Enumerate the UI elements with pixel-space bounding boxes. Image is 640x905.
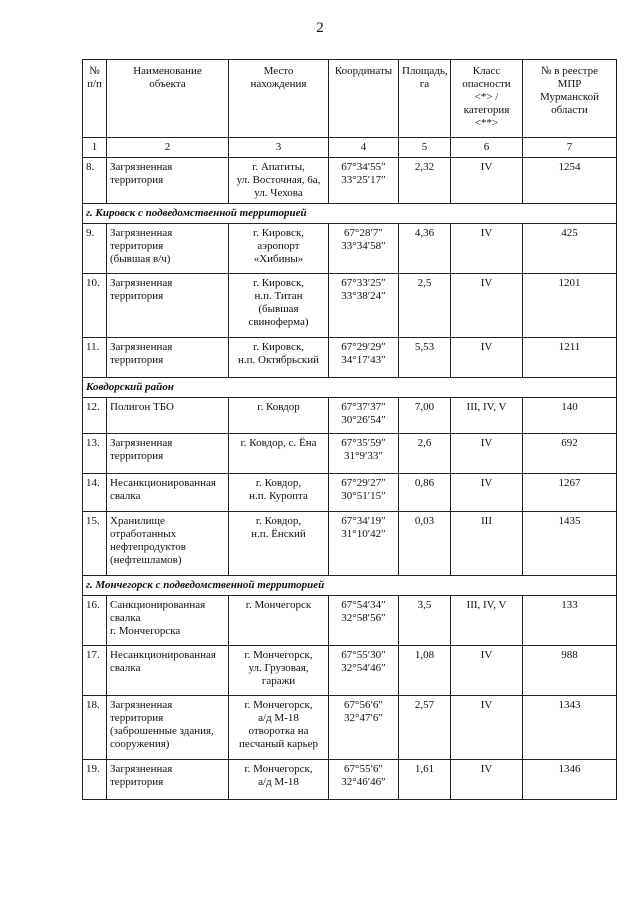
registry-number: 1346 bbox=[523, 760, 617, 800]
location: г. Ковдор, с. Ёна bbox=[229, 434, 329, 474]
table-row bbox=[83, 760, 617, 800]
location: г. Кировск, аэропорт «Хибины» bbox=[229, 224, 329, 274]
section-header bbox=[83, 378, 617, 398]
area: 0,86 bbox=[399, 474, 451, 512]
column-number-4: 4 bbox=[329, 138, 399, 158]
hazard-class: IV bbox=[451, 274, 523, 338]
hazard-class: IV bbox=[451, 338, 523, 378]
area: 1,61 bbox=[399, 760, 451, 800]
table-row bbox=[83, 274, 617, 338]
location: г. Мончегорск, ул. Грузовая, гаражи bbox=[229, 646, 329, 696]
object-name: Санкционированная свалка г. Мончегорска bbox=[107, 596, 229, 646]
object-name: Загрязненная территория bbox=[107, 434, 229, 474]
column-header-2: Наименование объекта bbox=[107, 60, 229, 138]
area: 2,32 bbox=[399, 158, 451, 204]
object-name: Хранилище отработанных нефтепродуктов (нефтешламов) bbox=[107, 512, 229, 576]
object-name: Загрязненная территория bbox=[107, 274, 229, 338]
location: г. Кировск, н.п. Титан (бывшая свиноферма) bbox=[229, 274, 329, 338]
location: г. Ковдор bbox=[229, 398, 329, 434]
section-header bbox=[83, 576, 617, 596]
row-number: 15. bbox=[83, 512, 107, 576]
column-number-3: 3 bbox=[229, 138, 329, 158]
column-header-5: Площадь, га bbox=[399, 60, 451, 138]
table-row bbox=[83, 596, 617, 646]
row-number: 19. bbox=[83, 760, 107, 800]
area: 2,57 bbox=[399, 696, 451, 760]
row-number: 8. bbox=[83, 158, 107, 204]
page-number: 2 bbox=[316, 20, 324, 36]
object-name: Загрязненная территория bbox=[107, 760, 229, 800]
registry-table bbox=[82, 59, 617, 800]
hazard-class: IV bbox=[451, 434, 523, 474]
table-row bbox=[83, 512, 617, 576]
coordinates: 67°55′30″ 32°54′46″ bbox=[329, 646, 399, 696]
coordinates: 67°54′34″ 32°58′56″ bbox=[329, 596, 399, 646]
coordinates: 67°33′25″ 33°38′24″ bbox=[329, 274, 399, 338]
area: 4,36 bbox=[399, 224, 451, 274]
column-header-4: Координаты bbox=[329, 60, 399, 138]
hazard-class: III, IV, V bbox=[451, 596, 523, 646]
column-number-7: 7 bbox=[523, 138, 617, 158]
table-row bbox=[83, 338, 617, 378]
coordinates: 67°37′37″ 30°26′54″ bbox=[329, 398, 399, 434]
section-title: Ковдорский район bbox=[83, 378, 617, 398]
coordinates: 67°55′6″ 32°46′46″ bbox=[329, 760, 399, 800]
hazard-class: IV bbox=[451, 696, 523, 760]
coordinates: 67°56′6″ 32°47′6″ bbox=[329, 696, 399, 760]
area: 1,08 bbox=[399, 646, 451, 696]
row-number: 10. bbox=[83, 274, 107, 338]
registry-number: 1201 bbox=[523, 274, 617, 338]
table-row bbox=[83, 398, 617, 434]
location: г. Мончегорск bbox=[229, 596, 329, 646]
row-number: 9. bbox=[83, 224, 107, 274]
section-title: г. Мончегорск с подведомственной территорией bbox=[83, 576, 617, 596]
registry-number: 140 bbox=[523, 398, 617, 434]
registry-number: 988 bbox=[523, 646, 617, 696]
table-row bbox=[83, 696, 617, 760]
hazard-class: IV bbox=[451, 474, 523, 512]
registry-number: 133 bbox=[523, 596, 617, 646]
location: г. Апатиты, ул. Восточная, 6а, ул. Чехова bbox=[229, 158, 329, 204]
row-number: 13. bbox=[83, 434, 107, 474]
coordinates: 67°34′19″ 31°10′42″ bbox=[329, 512, 399, 576]
row-number: 14. bbox=[83, 474, 107, 512]
object-name: Полигон ТБО bbox=[107, 398, 229, 434]
coordinates: 67°29′29″ 34°17′43″ bbox=[329, 338, 399, 378]
coordinates: 67°34′55″ 33°25′17″ bbox=[329, 158, 399, 204]
registry-number: 1254 bbox=[523, 158, 617, 204]
table-row bbox=[83, 646, 617, 696]
object-name: Несанкционированная свалка bbox=[107, 474, 229, 512]
row-number: 12. bbox=[83, 398, 107, 434]
area: 2,5 bbox=[399, 274, 451, 338]
location: г. Ковдор, н.п. Куропта bbox=[229, 474, 329, 512]
registry-number: 425 bbox=[523, 224, 617, 274]
registry-number: 1343 bbox=[523, 696, 617, 760]
hazard-class: IV bbox=[451, 158, 523, 204]
area: 0,03 bbox=[399, 512, 451, 576]
column-number-2: 2 bbox=[107, 138, 229, 158]
column-header-3: Место нахождения bbox=[229, 60, 329, 138]
section-title: г. Кировск с подведомственной территорией bbox=[83, 204, 617, 224]
row-number: 18. bbox=[83, 696, 107, 760]
table-body bbox=[83, 158, 617, 800]
object-name: Загрязненная территория bbox=[107, 338, 229, 378]
registry-number: 1267 bbox=[523, 474, 617, 512]
table-row bbox=[83, 158, 617, 204]
hazard-class: III, IV, V bbox=[451, 398, 523, 434]
hazard-class: IV bbox=[451, 760, 523, 800]
column-header-1: № п/п bbox=[83, 60, 107, 138]
row-number: 11. bbox=[83, 338, 107, 378]
column-number-row bbox=[83, 138, 617, 158]
object-name: Несанкционированная свалка bbox=[107, 646, 229, 696]
location: г. Кировск, н.п. Октябрьский bbox=[229, 338, 329, 378]
hazard-class: IV bbox=[451, 224, 523, 274]
area: 5,53 bbox=[399, 338, 451, 378]
area: 7,00 bbox=[399, 398, 451, 434]
location: г. Мончегорск, а/д М-18 отворотка на песчаный карьер bbox=[229, 696, 329, 760]
registry-number: 1435 bbox=[523, 512, 617, 576]
hazard-class: IV bbox=[451, 646, 523, 696]
coordinates: 67°28′7″ 33°34′58″ bbox=[329, 224, 399, 274]
table-row bbox=[83, 474, 617, 512]
area: 2,6 bbox=[399, 434, 451, 474]
registry-number: 692 bbox=[523, 434, 617, 474]
section-header bbox=[83, 204, 617, 224]
column-number-1: 1 bbox=[83, 138, 107, 158]
object-name: Загрязненная территория (бывшая в/ч) bbox=[107, 224, 229, 274]
hazard-class: III bbox=[451, 512, 523, 576]
object-name: Загрязненная территория bbox=[107, 158, 229, 204]
row-number: 16. bbox=[83, 596, 107, 646]
table-header-row bbox=[83, 60, 617, 138]
object-name: Загрязненная территория (заброшенные здания, сооружения) bbox=[107, 696, 229, 760]
location: г. Мончегорск, а/д М-18 bbox=[229, 760, 329, 800]
row-number: 17. bbox=[83, 646, 107, 696]
column-number-6: 6 bbox=[451, 138, 523, 158]
coordinates: 67°35′59″ 31°9′33″ bbox=[329, 434, 399, 474]
coordinates: 67°29′27″ 30°51′15″ bbox=[329, 474, 399, 512]
table-row bbox=[83, 224, 617, 274]
column-number-5: 5 bbox=[399, 138, 451, 158]
location: г. Ковдор, н.п. Ёнский bbox=[229, 512, 329, 576]
column-header-6: Класс опасности <*> / категория <**> bbox=[451, 60, 523, 138]
area: 3,5 bbox=[399, 596, 451, 646]
column-header-7: № в реестре МПР Мурманской области bbox=[523, 60, 617, 138]
registry-number: 1211 bbox=[523, 338, 617, 378]
table-row bbox=[83, 434, 617, 474]
